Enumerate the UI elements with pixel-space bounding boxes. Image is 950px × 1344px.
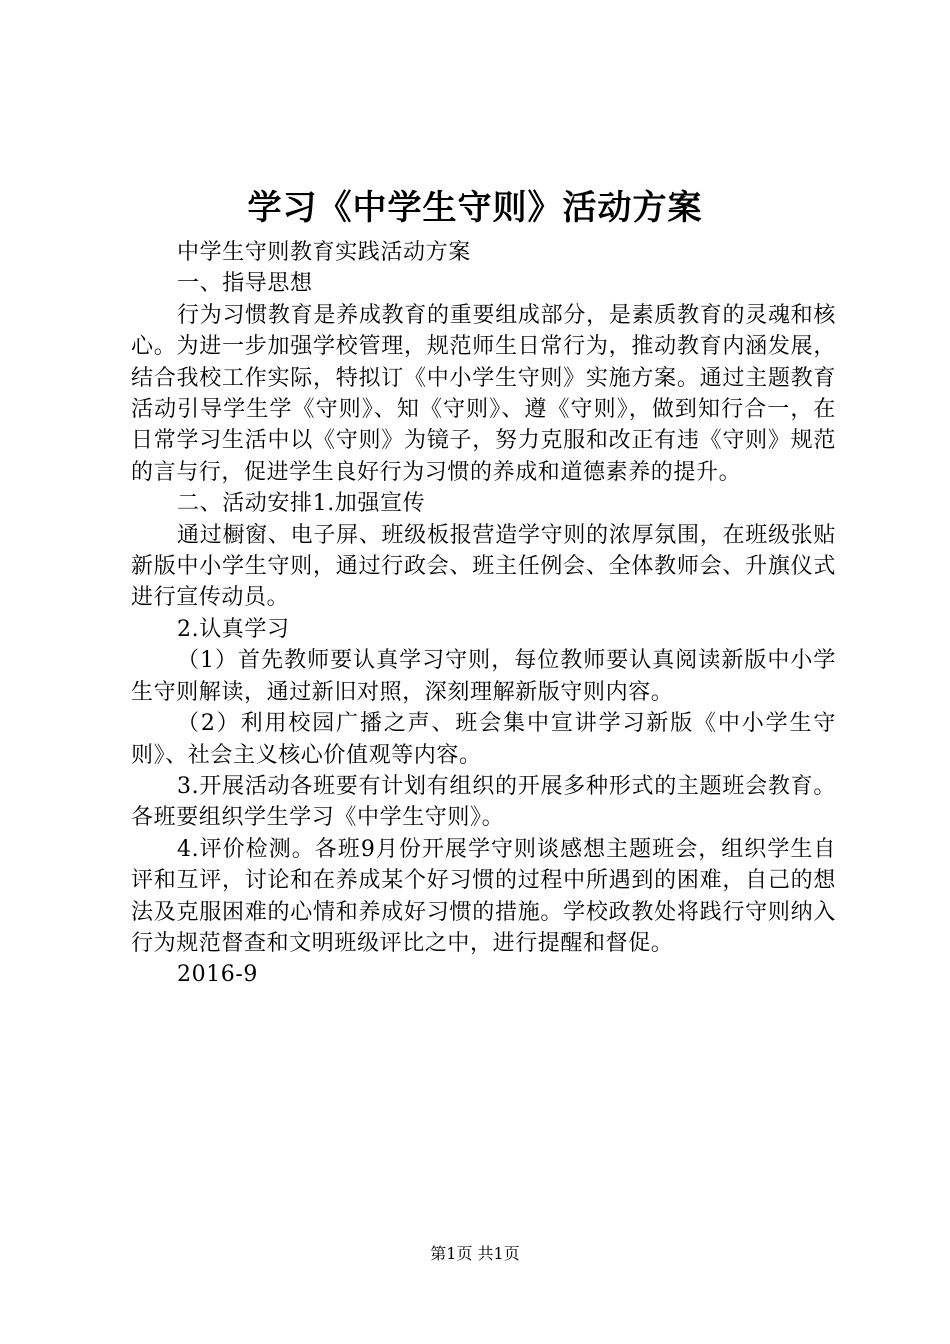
- paragraph-heading-study: 2.认真学习: [177, 616, 290, 642]
- paragraph-publicity: 通过橱窗、电子屏、班级板报营造学守则的浓厚氛围，在班级张贴新版中小学生守则，通过行政会、班主任例会、全体教师会、升旗仪式进行宣传动员。: [131, 522, 836, 611]
- page-number-footer: 第1页 共1页: [430, 1244, 520, 1263]
- document-body: [131, 237, 836, 991]
- paragraph-date: 2016-9: [177, 962, 259, 988]
- paragraph-activities: 3.开展活动各班要有计划有组织的开展多种形式的主题班会教育。各班要组织学生学习《中学生守则》。: [131, 773, 836, 831]
- document-title: 学习《中学生守则》活动方案: [247, 188, 703, 228]
- paragraph-guiding-idea: 行为习惯教育是养成教育的重要组成部分，是素质教育的灵魂和核心。为进一步加强学校管理，规范师生日常行为，推动教育内涵发展，结合我校工作实际，特拟订《中小学生守则》实施方案。通过主题教育活动引导学生学《守则》、知《守则》、遵《守则》，做到知行合一，在日常学习生活中以《守则》为镜子，努力克服和改正有违《守则》规范的言与行，促进学生良好行为习惯的养成和道德素养的提升。: [131, 302, 836, 485]
- paragraph-evaluation: 4.评价检测。各班9月份开展学守则谈感想主题班会，组织学生自评和互评，讨论和在养成某个好习惯的过程中所遇到的困难，自己的想法及克服困难的心情和养成好习惯的措施。学校政教处将践行守则纳入行为规范督查和文明班级评比之中，进行提醒和督促。: [131, 836, 836, 956]
- paragraph-study-item-2: （2）利用校园广播之声、班会集中宣讲学习新版《中小学生守则》、社会主义核心价值观等内容。: [131, 711, 836, 768]
- paragraph-heading-guiding-idea: 一、指导思想: [177, 271, 313, 297]
- paragraph-subtitle: 中学生守则教育实践活动方案: [177, 240, 471, 265]
- paragraph-study-item-1: （1）首先教师要认真学习守则，每位教师要认真阅读新版中小学生守则解读，通过新旧对照，深刻理解新版守则内容。: [131, 648, 836, 705]
- paragraph-heading-activities: 二、活动安排1.加强宣传: [177, 491, 426, 517]
